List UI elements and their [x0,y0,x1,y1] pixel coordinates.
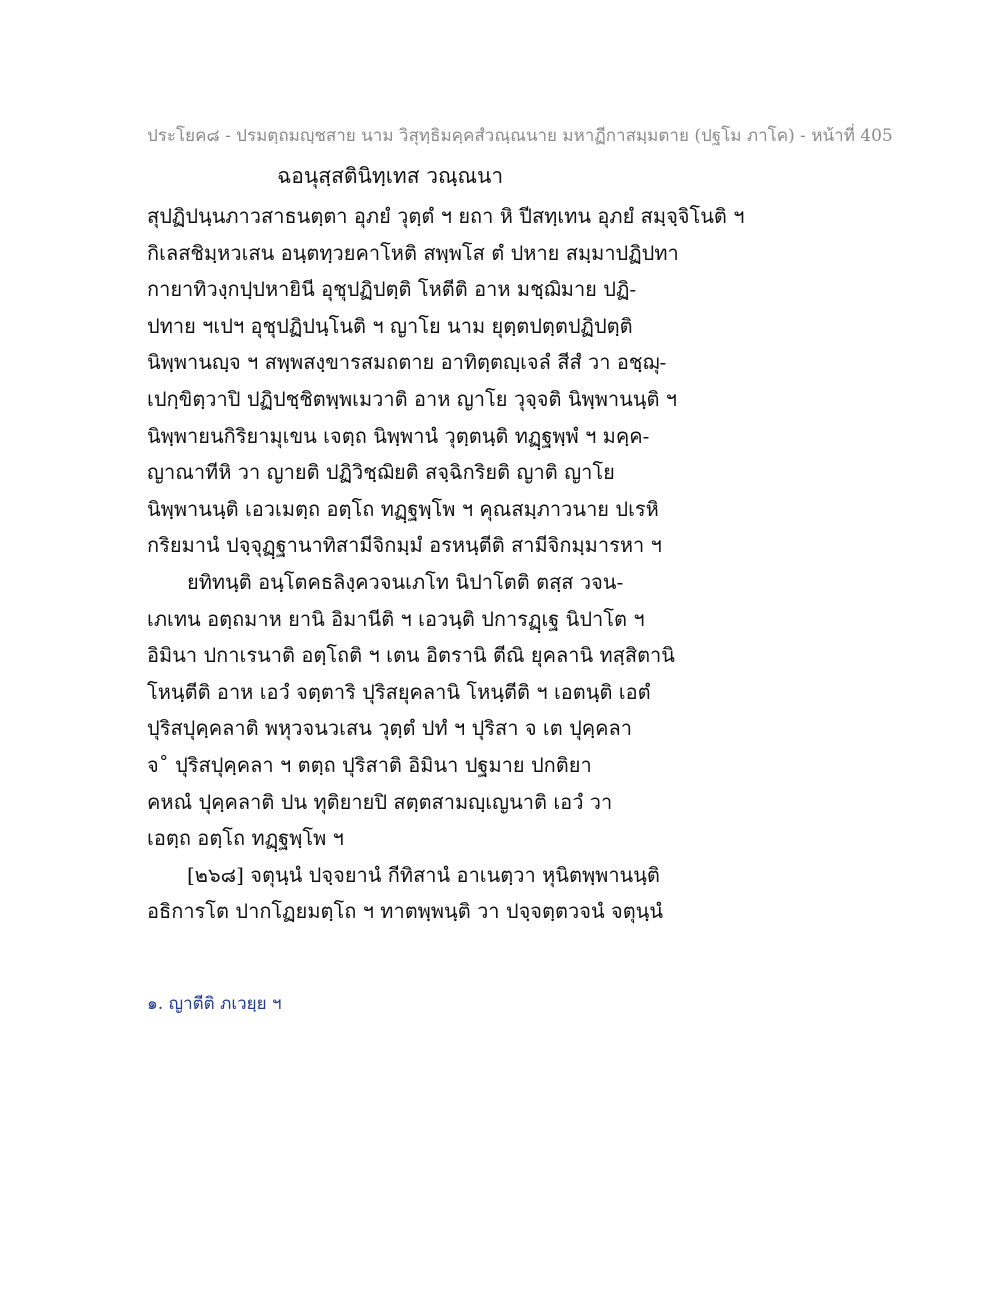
text-line: เภเทน อตฺถมาห ยานิ อิมานีติ ฯ เอวนฺติ ปการฏฺเฐ นิปาโต ฯ [147,606,645,631]
text-line: นิพฺพานญฺจ ฯ สพฺพสงฺขารสมถตาย อาทิตฺตญฺเจลํ สีสํ วา อชฺฌุ- [147,350,667,375]
text-line: สุปฏิปนฺนภาวสาธนตฺตา อุภยํ วุตฺตํ ฯ ยถา หิ ปีสทฺเทน อุภยํ สมฺจฺจิโนติ ฯ [147,204,745,228]
text-line: นิพฺพายนกิริยามุเขน เจตฺถ นิพฺพานํ วุตฺตนฺติ ทฏฺฐพฺพํ ฯ มคฺค- [147,423,650,448]
text-line: กายาทิวงฺกปฺปหายินี อุชุปฏิปตฺติ โหตีติ อาห มชฺฌิมาย ปฏิ- [147,277,637,302]
text-line: กิเลสชิมฺหวเสน อนฺตทฺวยคาโหติ สพฺพโส ตํ ปหาย สมฺมาปฏิปทา [147,240,679,265]
text-line: คหณํ ปุคฺคลาติ ปน ทุติยายปิ สตฺตสามญฺเญนาติ เอวํ วา [147,789,613,814]
text-line: นิพฺพานนฺติ เอวเมตฺถ อตฺโถ ทฏฺฐพฺโพ ฯ คุณสมฺภาวนาย ปเรหิ [147,496,659,521]
text-line: โหนฺตีติ อาห เอวํ จตฺตาริ ปุริสยุคลานิ โหนฺตีติ ฯ เอตนฺติ เอตํ [147,679,651,704]
body-text [147,198,867,930]
section-title: ฉอนุสฺสตินิทฺเทส วณฺณนา [277,164,504,188]
text-line: ปทาย ฯเปฯ อุชุปฏิปนฺโนติ ฯ ญาโย นาม ยุตฺตปตฺตปฏิปตฺติ [147,313,633,338]
text-line: ญาณาทีหิ วา ญายติ ปฏิวิชฺฌิยติ สจฺฉิกริยติ ญาติ ญาโย [147,460,615,485]
running-header: ประโยค๘ - ปรมตฺถมญฺชสาย นาม วิสุทฺธิมคฺคสํวณฺณนาย มหาฏีกาสมฺมตาย (ปฐโม ภาโค) - หน้าที่ 405 [147,126,893,146]
text-line: จ˚ ปุริสปุคฺคลา ฯ ตตฺถ ปุริสาติ อิมินา ปฐมาย ปกติยา [147,752,592,777]
text-line: อธิการโต ปากโฏยมตฺโถ ฯ ทาตพฺพนฺติ วา ปจฺจตฺตวจนํ จตุนฺนํ [147,899,664,924]
text-line: เอตฺถ อตฺโถ ทฏฺฐพฺโพ ฯ [147,826,344,851]
text-line: ปุริสปุคฺคลาติ พหุวจนวเสน วุตฺตํ ปทํ ฯ ปุริสา จ เต ปุคฺคลา [147,716,633,741]
paragraph-start-line: ยทิทนฺติ อนฺโตคธลิงฺควจนเภโท นิปาโตติ ตสฺส วจน- [187,569,624,594]
text-line: กริยมานํ ปจฺจุฏฺฐานาทิสามีจิกมฺมํ อรหนฺตีติ สามีจิกมฺมารหา ฯ [147,533,662,558]
text-line: เปกฺขิตฺวาปิ ปฏิปชฺชิตพฺพเมวาติ อาห ญาโย วุจฺจติ นิพฺพานนฺติ ฯ [147,386,678,411]
paragraph-start-line: [๒๖๘] จตุนฺนํ ปจฺจยานํ กีทิสานํ อาเนตฺวา หุนิตพฺพานนฺติ [187,862,660,887]
footnote: ๑. ญาตีติ ภเวยฺย ฯ [147,994,282,1014]
text-line: อิมินา ปกาเรนาติ อตฺโถติ ฯ เตน อิตรานิ ตีณิ ยุคลานิ ทสฺสิตานิ [147,643,675,668]
